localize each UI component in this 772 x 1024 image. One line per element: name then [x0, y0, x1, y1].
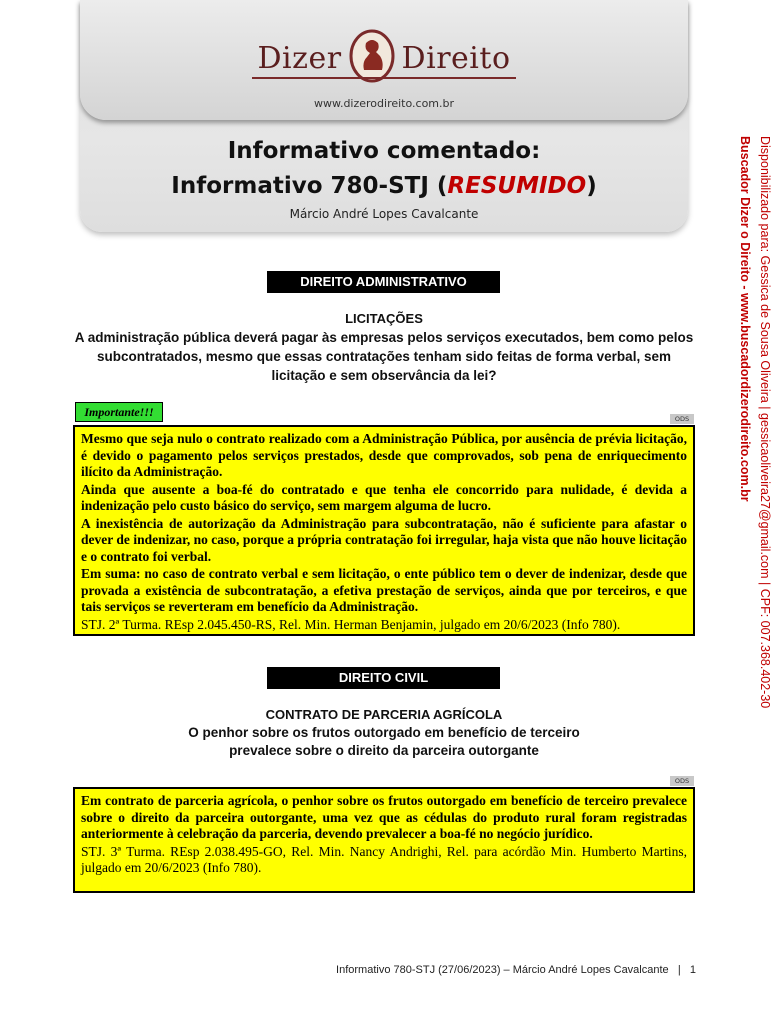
- question-licitacoes: A administração pública deverá pagar às empresas pelos serviços executados, bem como pelos subcontratados, mesmo que essas contratações tenham sido feitas de forma verbal, sem licitação e sem observância da lei?: [74, 330, 694, 383]
- section-title-administrativo: DIREITO ADMINISTRATIVO: [267, 271, 500, 293]
- question-line1: O penhor sobre os frutos outorgado em benefício de terceiro: [188, 725, 580, 740]
- topic-licitacoes: LICITAÇÕES: [345, 311, 423, 326]
- title-resumido: RESUMIDO: [447, 173, 587, 199]
- page-title-line1: Informativo comentado:: [227, 138, 541, 164]
- case-reference: STJ. 3ª Turma. REsp 2.038.495-GO, Rel. Min. Nancy Andrighi, Rel. para acórdão Min. Humberto Martins, julgado em 20/6/2023 (Info 780).: [81, 843, 687, 875]
- logo-url[interactable]: www.dizerodireito.com.br: [313, 97, 455, 110]
- ods-badge-2: ODS: [670, 776, 694, 786]
- ods-badge-1: ODS: [670, 414, 694, 424]
- logo: [80, 28, 688, 88]
- side-watermark-line1[interactable]: Buscador Dizer o Direito - www.buscadordizerodireito.com.br: [738, 136, 752, 502]
- page-number: 1: [689, 964, 696, 976]
- side-watermark: [738, 136, 772, 709]
- summary-paragraph: A inexistência de autorização da Administração para subcontratação, não é suficiente para afastar o dever de indenizar, no caso, porque a própria contratação foi irregular, haja vista que não houve licitação e o contrato foi verbal.: [81, 515, 687, 564]
- title-prefix: Informativo 780-STJ (: [171, 173, 448, 199]
- logo-underline: [252, 77, 516, 79]
- section-title-civil: DIREITO CIVIL: [267, 667, 500, 689]
- page-title-line2: [80, 173, 688, 199]
- logo-word-left: Dizer: [257, 40, 342, 76]
- summary-paragraph: Em contrato de parceria agrícola, o penhor sobre os frutos outorgado em benefício de terceiro prevalece sobre o direito da parceira outorgante, uma vez que as cédulas do produto rural foram registradas anteriormente à celebração da parceria, devendo prevalecer a boa-fé no negócio jurídico.: [81, 793, 687, 841]
- summary-box-administrativo: [73, 425, 695, 636]
- footer-text: Informativo 780-STJ (27/06/2023) – Márcio André Lopes Cavalcante: [336, 964, 669, 976]
- logo-word-right: Direito: [401, 40, 511, 76]
- summary-paragraph: Mesmo que seja nulo o contrato realizado com a Administração Pública, por ausência de prévia licitação, é devido o pagamento pelos serviços prestados, desde que comprovados, sob pena de enriquecimento ilícito da Administração.: [81, 431, 687, 479]
- summary-paragraph: Ainda que ausente a boa-fé do contratado e que tenha ele concorrido para nulidade, é devida a indenização pelo custo básico do serviço, sem margem alguma de lucro.: [81, 481, 687, 513]
- page-footer: [300, 964, 696, 976]
- topic-parceria-agricola: CONTRATO DE PARCERIA AGRÍCOLA: [265, 707, 503, 722]
- case-reference: STJ. 2ª Turma. REsp 2.045.450-RS, Rel. Min. Herman Benjamin, julgado em 20/6/2023 (Info 780).: [81, 616, 621, 632]
- summary-box-civil: [73, 787, 695, 893]
- title-suffix: ): [586, 173, 597, 199]
- side-watermark-line2: Disponibilizado para: Gessica de Sousa Oliveira | gessicaoliveira27@gmail.com | CPF: 007.368.402-30: [758, 136, 772, 709]
- author-name: Márcio André Lopes Cavalcante: [289, 207, 479, 221]
- importante-badge: Importante!!!: [75, 402, 163, 422]
- footer-separator: |: [677, 964, 681, 976]
- summary-paragraph: Em suma: no caso de contrato verbal e sem licitação, o ente público tem o dever de indenizar, desde que provada a existência de subcontratação, a efetiva prestação de serviços, ainda que por terceiros, e que tais serviços se reverteram em benefício da Administração.: [81, 566, 687, 614]
- question-line2: prevalece sobre o direito da parceira outorgante: [229, 743, 539, 758]
